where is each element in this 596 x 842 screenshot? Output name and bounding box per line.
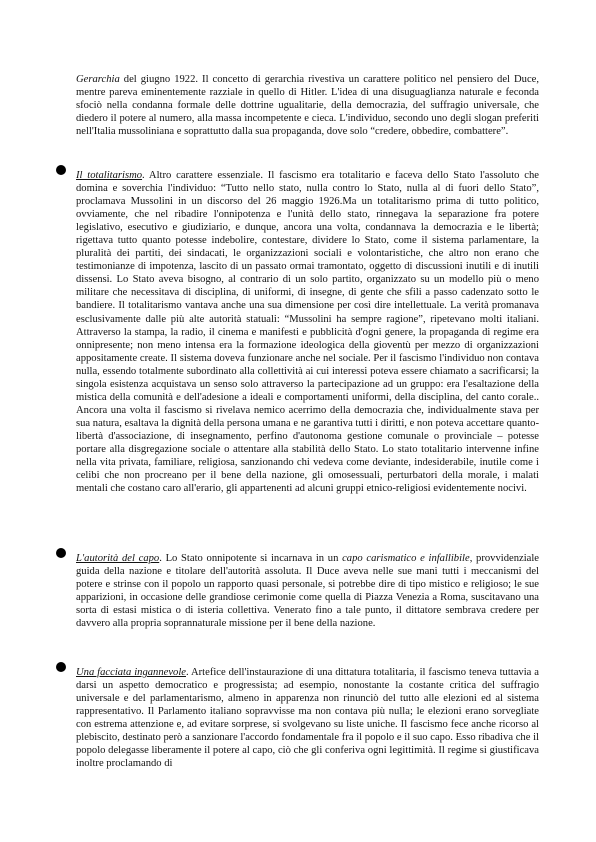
section-title: Il totalitarismo xyxy=(76,170,143,181)
section-title: Una facciata ingannevole xyxy=(76,667,186,678)
section-facciata-ingannevole xyxy=(76,666,539,770)
section-autorita-del-capo xyxy=(76,552,539,630)
bullet-icon xyxy=(56,662,66,672)
gerarchia-title: Gerarchia xyxy=(76,74,120,85)
section-text: , provvidenziale guida della nazione e titolare dell'autorità assoluta. Il Duce aveva nelle sue mani tutti i meccanismi del potere e strinse con il popolo un rapporto quasi personale, si potrebbe dire di tipo mistico e religioso; le sue apparizioni, in occasione delle grandiose cerimonie come quella di Piazza Venezia a Roma, suscitavano una sorta di estasi mistica o di isteria collettiva. Venerato fino a tale punto, il dittatore sembrava credere per davvero alla propria soprannaturale missione per il bene della nazione. xyxy=(76,553,539,630)
section-text: . Lo Stato onnipotente si incarnava in un xyxy=(159,553,343,564)
section-text: . Altro carattere essenziale. Il fascismo era totalitario e faceva dello Stato l'assoluto che domina e soverchia l'individuo: “Tutto nello stato, nulla contro lo Stato, nulla al di fuori dello Stato”, proclamava Mussolini in un discorso del 26 maggio 1926.Ma un totalitarismo prima di tutto politico, ovviamente, che nel ribadire l'onnipotenza e l'unità dello stato, rinnegava la separazione fra potere legislativo, esecutivo e giudiziario, e dunque, ancora una volta, condannava la democrazia e le libertà; rigettava tutto quanto potesse indebolire, contestare, dividere lo Stato, come il sistema parlamentare, la pluralità dei partiti, dei sindacati, le organizzazioni sociali e volontaristiche, che altro non erano che testimonianze di impotenza, lascito di un passato ormai tramontato, oggetto di discussioni inutili e di inutili dissensi. Lo Stato aveva bisogno, al contrario di un solo partito, organizzato su un modello più o meno militare che necessitava di disciplina, di uniformi, di insegne, di gente che sfili a passo cadenzato sotto le bandiere. Il totalitarismo vantava anche una sua dimensione per così dire intellettuale. La verità promanava esclusivamente dalle più alte autorità statuali: “Mussolini ha sempre ragione”, ripetevano molti italiani. Attraverso la stampa, la radio, il cinema e manifesti e pubblicità d'ogni genere, la propaganda di regime era onnipresente; non meno intensa era la formazione ideologica della gioventù per mezzo di organizzazioni appositamente create. Il sistema doveva funzionare anche nel sociale. Per il fascismo l'individuo non contava nulla, essendo totalmente subordinato alla collettività ai cui interessi poteva essere chiamato a sacrificarsi; la singola esistenza acquistava un senso solo attraverso la partecipazione ad un gruppo: era l'esaltazione della mistica della comunità e dell'adesione a ideali e comportamenti uniformi, della disciplina, del canto corale.. Ancora una volta il fascismo si rivelava nemico acerrimo della democrazia che, individualmente stava per sua natura, esaltava la dignità della persona umana e ne garantiva tutti i diritti, e non poteva accettare quanto- libertà d'associazione, di insegnamento, perfino d'autonoma gestione comunale o provinciale – potesse portare alla disgregazione sociale o attentare alla stabilità dello Stato. Lo stato totalitario intervenne infine nella vita privata, familiare, religiosa, sanzionando chi vedeva come deviante, indesiderabile, inutile come i celibi che non procreano per il bene della nazione, gli omosessuali, perturbatori della morale, i malati mentali che costano caro all'erario, gli appartenenti ad alcuni gruppi etnico-religiosi evidentemente nocivi. xyxy=(76,170,539,495)
section-text: . Artefice dell'instaurazione di una dittatura totalitaria, il fascismo teneva tuttavia a darsi un aspetto democratico e progressista; ad esempio, nonostante la costante critica del suffragio universale e del parlamentarismo, almeno in apparenza non rinunciò del tutto alle elezioni ed al sistema rappresentativo. Il Parlamento italiano sopravvisse ma non contava più nulla; le elezioni erano sorvegliate con estrema attenzione e, ad evitare sorprese, si svolgevano su liste uniche. Il fascismo fece anche ricorso al plebiscito, destinato però a sanzionare l'accordo fondamentale fra il popolo e il suo capo. Esso ribadiva che il popolo delegasse liberamente il potere al capo, ciò che gli conferiva ogni legittimità. Il regime si giustificava inoltre proclamando di xyxy=(76,667,539,770)
section-title: L'autorità del capo xyxy=(76,553,160,564)
section-emphasis: capo carismatico e infallibile xyxy=(342,553,470,564)
bullet-icon xyxy=(56,548,66,558)
intro-paragraph xyxy=(76,73,539,138)
section-totalitarismo xyxy=(76,169,539,495)
intro-text: del giugno 1922. Il concetto di gerarchia rivestiva un carattere politico nel pensiero del Duce, mentre pareva eminentemente razziale in quello di Hitler. L'idea di una disuguaglianza naturale e feconda sfociò nella condanna formale delle dottrine ugualitarie, della democrazia, del suffragio universale, che diedero il potere al numero, alla massa incompetente e cieca. L'individuo, secondo uno degli slogan preferiti nell'Italia mussoliniana e soprattutto dalla sua propaganda, dove solo “credere, obbedire, combattere”. xyxy=(76,74,539,138)
bullet-icon xyxy=(56,165,66,175)
